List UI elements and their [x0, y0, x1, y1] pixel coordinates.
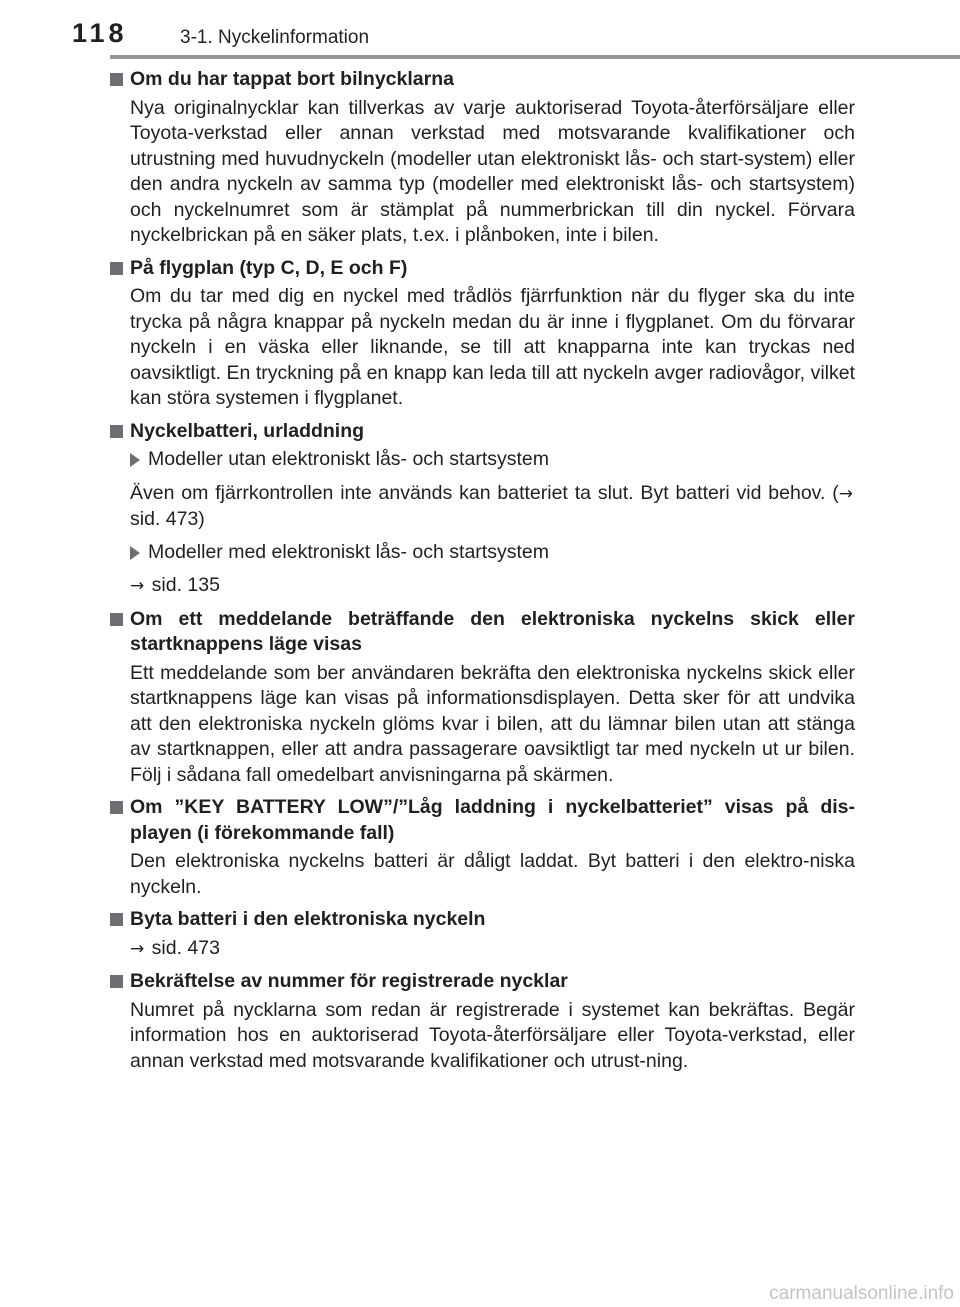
page-reference[interactable]: sid. 473 — [151, 936, 220, 959]
page-header — [0, 0, 960, 60]
section-heading: Om ett meddelande beträffande den elektroniska nyckelns skick eller startknappens läge visas — [110, 607, 855, 658]
header-rule — [110, 55, 960, 59]
subheading-without-smart-key: Modeller utan elektroniskt lås- och startsystem — [130, 447, 855, 473]
square-bullet-icon — [110, 613, 123, 626]
square-bullet-icon — [110, 425, 123, 438]
section-lost-keys — [110, 67, 855, 249]
section-body: Även om fjärrkontrollen inte används kan batteriet ta slut. Byt batteri vid behov. (→ sid. 473) — [130, 481, 853, 530]
square-bullet-icon — [110, 913, 123, 926]
page-reference[interactable]: sid. 135 — [151, 574, 220, 596]
section-key-battery-depletion — [110, 419, 855, 600]
arrow-right-icon: → — [838, 483, 853, 504]
triangle-bullet-icon — [130, 546, 140, 560]
section-key-battery-low — [110, 795, 855, 900]
triangle-bullet-icon — [130, 453, 140, 467]
section-body: Om du tar med dig en nyckel med trådlös fjärrfunktion när du flyger ska du inte trycka på några knappar på nyckeln medan du är inne i flygplanet. Om du förvarar nyckeln i en väska eller liknande, se till att knapparna inte kan tryckas ned oavsiktligt. En tryckning på en knapp kan leda till att nyckeln avger radiovågor, vilket kan störa systemen i flygplanet. — [130, 285, 855, 409]
page-number: 118 — [72, 18, 128, 48]
square-bullet-icon — [110, 975, 123, 988]
section-heading: Om du har tappat bort bilnycklarna — [110, 67, 855, 93]
section-heading: Nyckelbatteri, urladdning — [110, 419, 855, 445]
section-heading: Om ”KEY BATTERY LOW”/”Låg laddning i nyckelbatteriet” visas på dis-playen (i förekommande fall) — [110, 795, 855, 846]
section-body: Den elektroniska nyckelns batteri är dåligt laddat. Byt batteri i den elektro-niska nyckeln. — [130, 850, 855, 898]
chapter-title: 3-1. Nyckelinformation — [180, 27, 370, 48]
page-reference-line — [130, 936, 855, 963]
subheading-with-smart-key: Modeller med elektroniskt lås- och startsystem — [130, 540, 855, 566]
section-airplane — [110, 256, 855, 412]
page-reference-line — [130, 573, 855, 600]
arrow-right-icon: → — [130, 938, 145, 959]
section-body: Nya originalnycklar kan tillverkas av varje auktoriserad Toyota-återförsäljare eller Toyota-verkstad eller annan verkstad med motsvarande kvalifikationer och utrustning med huvudnyckeln (modeller utan elektroniskt lås- och start-system) eller den andra nyckeln av samma typ (modeller med elektroniskt lås- och startsystem) och nyckelnumret som är stämplat på nummerbrickan till din nyckel. Förvara nyckelbrickan på en säker plats, t.ex. i plånboken, inte i bilen. — [130, 96, 855, 246]
square-bullet-icon — [110, 73, 123, 86]
section-replace-battery — [110, 907, 855, 962]
section-registered-keys — [110, 969, 855, 1074]
section-heading: Byta batteri i den elektroniska nyckeln — [110, 907, 855, 933]
arrow-right-icon: → — [130, 576, 145, 596]
section-message-displayed — [110, 607, 855, 789]
page-reference[interactable]: sid. 473) — [130, 508, 205, 530]
section-body: Ett meddelande som ber användaren bekräfta den elektroniska nyckelns skick eller startknappens läge kan visas på informationsdisplayen. Detta sker för att undvika att den elektroniska nyckeln glöms kvar i bilen, att du lämnar bilen utan att stänga av startknappen, eller att andra passagerare oavsiktligt tar med nyckeln ut ur bilen. Följ i sådana fall omedelbart anvisningarna på skärmen. — [130, 661, 855, 786]
section-heading: På flygplan (typ C, D, E och F) — [110, 256, 855, 282]
square-bullet-icon — [110, 801, 123, 814]
section-body: Numret på nycklarna som redan är registrerade i systemet kan bekräftas. Begär information hos en auktoriserad Toyota-återförsäljare eller Toyota-verkstad, eller annan verkstad med motsvarande kvalifikationer och utrust-ning. — [130, 998, 855, 1072]
square-bullet-icon — [110, 262, 123, 275]
section-heading: Bekräftelse av nummer för registrerade nycklar — [110, 969, 855, 995]
watermark: carmanualsonline.info — [769, 1283, 954, 1304]
page-content — [110, 67, 855, 1081]
